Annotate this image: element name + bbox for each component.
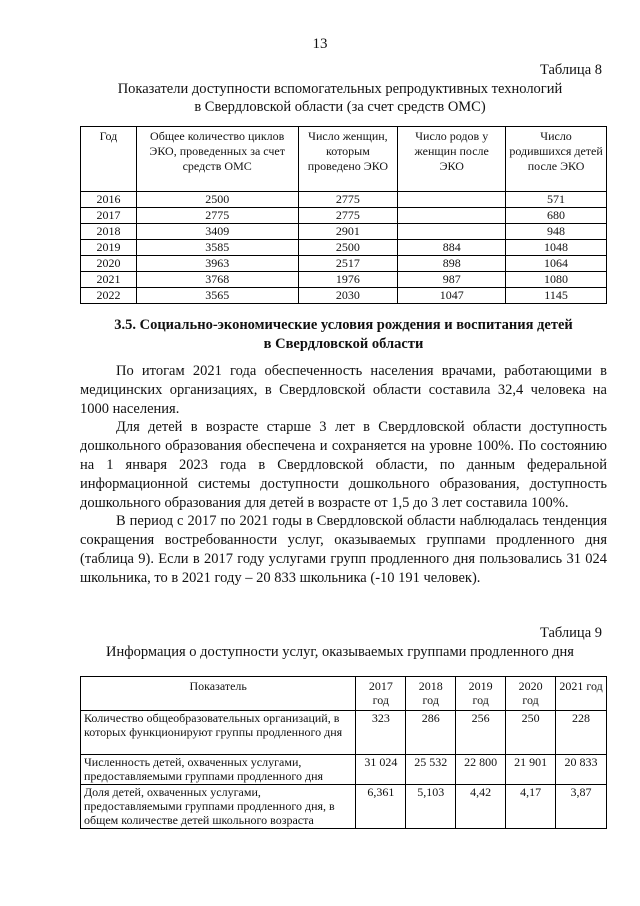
- table-cell: 250: [506, 711, 556, 755]
- table-cell: 3565: [136, 288, 298, 304]
- table-cell: 2775: [136, 208, 298, 224]
- table9-header-cell: Показатель: [81, 677, 356, 711]
- table8: [80, 126, 607, 304]
- table9-title: Информация о доступности услуг, оказываемых группами продленного дня: [106, 644, 574, 660]
- table-cell: 256: [456, 711, 506, 755]
- table-row: [81, 288, 607, 304]
- table-row: [81, 224, 607, 240]
- table-cell: 5,103: [406, 785, 456, 829]
- table-cell: 22 800: [456, 755, 506, 785]
- table-cell: 4,17: [506, 785, 556, 829]
- table-cell: 228: [556, 711, 607, 755]
- table-cell: 884: [398, 240, 506, 256]
- table-cell-label: Доля детей, охваченных услугами, предоставляемыми группами продленного дня, в общем количестве детей школьного возраста: [81, 785, 356, 829]
- table8-title: [80, 80, 600, 116]
- table8-header-cell: Число родов у женщин после ЭКО: [398, 127, 506, 192]
- table-cell: 2500: [298, 240, 398, 256]
- table-cell: 323: [356, 711, 406, 755]
- section-heading: [80, 316, 607, 354]
- table-cell: 1048: [506, 240, 607, 256]
- table-cell: 1145: [506, 288, 607, 304]
- table-cell: 1080: [506, 272, 607, 288]
- table-cell: [398, 224, 506, 240]
- table8-header-cell: Общее количество циклов ЭКО, проведенных за счет средств ОМС: [136, 127, 298, 192]
- table-row: [81, 272, 607, 288]
- table-cell: 31 024: [356, 755, 406, 785]
- table-cell: 2017: [81, 208, 137, 224]
- page-number: 13: [312, 36, 328, 52]
- table9-header-cell: 2019 год: [456, 677, 506, 711]
- table9-header-cell: 2017 год: [356, 677, 406, 711]
- table9-header-cell: 2020 год: [506, 677, 556, 711]
- table-cell: 2021: [81, 272, 137, 288]
- table-cell: 3768: [136, 272, 298, 288]
- table8-header-row: [81, 127, 607, 192]
- table-cell: 3585: [136, 240, 298, 256]
- table-cell: 987: [398, 272, 506, 288]
- table-cell: 2019: [81, 240, 137, 256]
- table-row: [81, 256, 607, 272]
- table-row: [81, 208, 607, 224]
- table-cell: 948: [506, 224, 607, 240]
- section-heading-line2: в Свердловской области: [263, 336, 424, 352]
- table-row: [81, 192, 607, 208]
- table-cell: 898: [398, 256, 506, 272]
- table-cell: 2022: [81, 288, 137, 304]
- table-cell: 4,42: [456, 785, 506, 829]
- table-cell-label: Количество общеобразовательных организаций, в которых функционируют группы продленного дня: [81, 711, 356, 755]
- table-cell: 1047: [398, 288, 506, 304]
- table-cell: 25 532: [406, 755, 456, 785]
- table-cell: 2901: [298, 224, 398, 240]
- table-cell: 571: [506, 192, 607, 208]
- table-cell: 286: [406, 711, 456, 755]
- paragraph: Для детей в возрасте старше 3 лет в Свердловской области доступность дошкольного образования обеспечена и сохраняется на уровне 100%. По состоянию на 1 января 2023 года в Свердловской области, по данным федеральной информационной системы доступности дошкольного образования, доступность дошкольного образования для детей в возрасте от 1,5 до 3 лет составила 100%.: [80, 419, 607, 511]
- table-row: [81, 755, 607, 785]
- table-cell: 2020: [81, 256, 137, 272]
- table-row: [81, 240, 607, 256]
- table8-header-cell: Число родившихся детей после ЭКО: [506, 127, 607, 192]
- table-row: [81, 711, 607, 755]
- table8-caption: Таблица 8: [539, 62, 602, 78]
- table8-title-line2: в Свердловской области (за счет средств ОМС): [194, 99, 486, 115]
- table-cell: [398, 192, 506, 208]
- table9-caption: Таблица 9: [539, 625, 602, 641]
- table-cell: 20 833: [556, 755, 607, 785]
- section-body: [80, 362, 607, 588]
- table-cell: 2030: [298, 288, 398, 304]
- table-cell: 2500: [136, 192, 298, 208]
- paragraph: В период с 2017 по 2021 годы в Свердловской области наблюдалась тенденция сокращения востребованности услуг, оказываемых группами продленного дня (таблица 9). Если в 2017 году услугами групп продленного дня пользовались 31 024 школьника, то в 2021 году – 20 833 школьника (-10 191 человек).: [80, 513, 607, 586]
- table-cell: 2517: [298, 256, 398, 272]
- table-cell: 2016: [81, 192, 137, 208]
- table8-header-cell: Число женщин, которым проведено ЭКО: [298, 127, 398, 192]
- table-cell-label: Численность детей, охваченных услугами, предоставляемыми группами продленного дня: [81, 755, 356, 785]
- table9: [80, 676, 607, 829]
- table-cell: 21 901: [506, 755, 556, 785]
- table-cell: 2775: [298, 192, 398, 208]
- table-cell: 3963: [136, 256, 298, 272]
- table9-header-row: [81, 677, 607, 711]
- table-cell: [398, 208, 506, 224]
- table8-header-cell: Год: [81, 127, 137, 192]
- table9-header-cell: 2018 год: [406, 677, 456, 711]
- table-cell: 1976: [298, 272, 398, 288]
- table9-header-cell: 2021 год: [556, 677, 607, 711]
- table-cell: 3,87: [556, 785, 607, 829]
- table-cell: 2018: [81, 224, 137, 240]
- table-cell: 680: [506, 208, 607, 224]
- table-cell: 3409: [136, 224, 298, 240]
- table-cell: 6,361: [356, 785, 406, 829]
- table8-title-line1: Показатели доступности вспомогательных репродуктивных технологий: [117, 81, 563, 97]
- table-cell: 2775: [298, 208, 398, 224]
- table-cell: 1064: [506, 256, 607, 272]
- table-row: [81, 785, 607, 829]
- paragraph: По итогам 2021 года обеспеченность населения врачами, работающими в медицинских организациях, в Свердловской области составила 32,4 человека на 1000 населения.: [80, 363, 607, 417]
- section-heading-line1: 3.5. Социально-экономические условия рождения и воспитания детей: [114, 317, 573, 333]
